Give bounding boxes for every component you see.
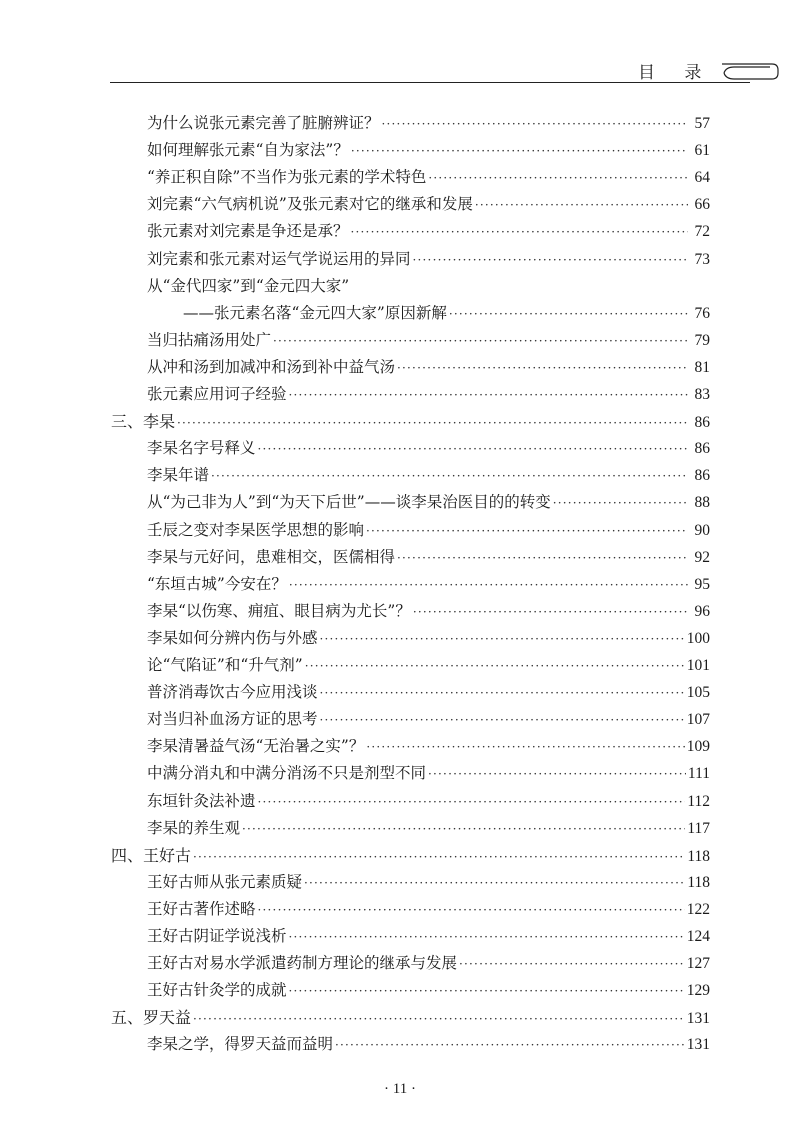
toc-entry-title: 王好古对易水学派遣药制方理论的继承与发展 (147, 954, 458, 973)
toc-leader-dots (397, 355, 688, 382)
toc-page-number: 118 (687, 847, 710, 865)
toc-entry-title: 三、李杲 (111, 412, 176, 432)
toc-entry-title: 张元素对刘完素是争还是承？ (147, 222, 349, 241)
toc-entry-title: 李杲名字号释义 (147, 439, 256, 458)
toc-entry-row[interactable] (147, 733, 710, 760)
toc-leader-dots (305, 653, 685, 680)
toc-page-number: 86 (694, 467, 710, 485)
toc-entry-row[interactable] (147, 706, 710, 733)
toc-entry-row[interactable] (147, 489, 710, 516)
toc-entry-row[interactable] (147, 517, 710, 544)
toc-entry-title: 王好古阴证学说浅析 (147, 927, 287, 945)
toc-page-number: 81 (694, 358, 710, 376)
toc-leader-dots (366, 734, 684, 761)
toc-leader-dots (304, 870, 685, 897)
toc-page-number: 117 (687, 819, 710, 837)
toc-entry-title: 对当归补血汤方证的思考 (147, 710, 318, 729)
toc-page-number: 111 (687, 765, 710, 783)
page-number: · 11 · (384, 1081, 416, 1097)
toc-page-number: 107 (686, 711, 710, 729)
toc-entry-title: “东垣古城”今安在？ (147, 574, 287, 593)
toc-leader-dots (475, 192, 688, 219)
toc-entry-row[interactable] (147, 950, 710, 977)
toc-leader-dots (242, 816, 685, 843)
toc-page-number: 105 (686, 684, 710, 702)
toc-entry-row[interactable] (147, 137, 710, 164)
toc-page-number: 66 (694, 196, 710, 214)
toc-entry-title: 从“金代四家”到“金元四大家” (147, 276, 350, 295)
toc-entry-row[interactable] (147, 435, 710, 462)
header-rule (110, 82, 750, 83)
toc-page-number: 96 (694, 602, 710, 620)
toc-leader-dots (366, 518, 688, 545)
toc-entry-title: 四、王好古 (111, 845, 192, 865)
toc-leader-dots (289, 572, 688, 599)
toc-leader-dots (335, 1032, 685, 1059)
toc-entry-row[interactable] (147, 191, 710, 218)
toc-entry-row[interactable] (147, 544, 710, 571)
toc-entry-title: 普济消毒饮古今应用浅谈 (147, 683, 318, 702)
toc-entry-row[interactable] (147, 923, 710, 950)
toc-leader-dots (351, 138, 688, 165)
toc-leader-dots (258, 897, 685, 924)
toc-page-number: 86 (694, 440, 710, 458)
toc-entry-row[interactable] (147, 896, 710, 923)
toc-entry-row[interactable] (183, 300, 710, 327)
toc-entry-title: 如何理解张元素“自为家法”？ (147, 141, 349, 160)
toc-leader-dots (351, 219, 688, 246)
toc-page-number: 109 (686, 738, 710, 756)
toc-leader-dots (553, 490, 688, 517)
toc-page-number: 57 (694, 115, 710, 132)
toc-leader-dots (459, 951, 685, 978)
toc-entry-title: 李杲清暑益气汤“无治暑之实”？ (147, 737, 365, 756)
toc-entry-row[interactable] (147, 571, 710, 598)
toc-chapter-row[interactable] (111, 842, 710, 869)
toc-entry-title: 李杲之学，得罗天益而益明 (147, 1035, 334, 1054)
toc-leader-dots (428, 165, 688, 192)
toc-entry-row[interactable] (147, 164, 710, 191)
toc-entry-title: 刘完素“六气病机说”及张元素对它的继承和发展 (147, 195, 473, 214)
toc-page-number: 131 (686, 1010, 710, 1028)
toc-page-number: 124 (686, 928, 710, 945)
toc-entry-title: 李杲如何分辨内伤与外感 (147, 628, 318, 647)
toc-page-number: 92 (694, 548, 710, 566)
toc-entry-title: 王好古著作述略 (147, 899, 256, 918)
toc-page-number: 86 (694, 414, 710, 432)
toc-page-number: 129 (686, 982, 710, 1000)
toc-leader-dots (413, 599, 688, 626)
toc-leader-dots (258, 436, 688, 463)
toc-leader-dots (289, 382, 688, 409)
toc-leader-dots (193, 1006, 685, 1033)
toc-page-number: 76 (694, 304, 710, 322)
toc-leader-dots (320, 680, 685, 707)
toc-leader-dots (258, 789, 686, 816)
toc-entry-row[interactable] (147, 625, 710, 652)
toc-page-number: 73 (694, 250, 710, 268)
toc-entry-row[interactable] (147, 869, 710, 896)
toc-entry-title: 王好古针灸学的成就 (147, 981, 287, 1000)
toc-entry-row[interactable] (147, 110, 710, 137)
toc-entry-row[interactable] (147, 354, 710, 381)
toc-page-number: 90 (694, 521, 710, 539)
toc-entry-title: 中满分消丸和中满分消汤不只是剂型不同 (147, 764, 427, 783)
toc-entry-row[interactable] (147, 462, 710, 489)
toc-entry-row[interactable] (147, 598, 710, 625)
toc-chapter-row[interactable] (111, 1004, 710, 1031)
toc-leader-dots (289, 924, 685, 951)
header-tab-ornament-icon (720, 61, 780, 81)
toc-leader-dots (397, 545, 688, 572)
toc-leader-dots (273, 328, 688, 355)
toc-page-number: 95 (694, 575, 710, 593)
toc-leader-dots (382, 111, 688, 138)
toc-entry-row[interactable] (147, 273, 710, 300)
toc-page-number: 79 (694, 331, 710, 349)
toc-entry-title: 从冲和汤到加减冲和汤到补中益气汤 (147, 357, 396, 376)
toc-entry-row[interactable] (147, 977, 710, 1004)
page-header (0, 0, 800, 90)
toc-entry-row[interactable] (147, 218, 710, 245)
toc-entry-row[interactable] (147, 788, 710, 815)
toc-entry-title: 壬辰之变对李杲医学思想的影响 (147, 520, 365, 539)
toc-entry-title: 李杲年谱 (147, 466, 210, 485)
toc-entry-title: 论“气陷证”和“升气剂” (147, 656, 303, 674)
toc-entry-title: 张元素应用诃子经验 (147, 385, 287, 403)
toc-leader-dots (193, 844, 685, 871)
toc-chapter-row[interactable] (111, 408, 710, 435)
toc-leader-dots (428, 761, 686, 788)
toc-entry-title: 当归拈痛汤用处广 (147, 330, 272, 349)
toc-leader-dots (320, 707, 685, 734)
toc-leader-dots (449, 301, 688, 328)
toc-page-number: 88 (694, 494, 710, 512)
toc-page-number: 61 (694, 142, 710, 160)
toc-page-number: 112 (687, 792, 710, 810)
toc-leader-dots (320, 626, 685, 653)
toc-page-number: 72 (694, 223, 710, 241)
toc-leader-dots (413, 247, 688, 274)
toc-page-number: 127 (686, 955, 710, 973)
toc-entry-row[interactable] (147, 679, 710, 706)
toc-entry-title: 五、罗天益 (111, 1008, 192, 1028)
toc-entry-row[interactable] (147, 246, 710, 273)
toc-entry-title: 李杲的养生观 (147, 818, 241, 837)
toc-page-number: 122 (686, 900, 710, 918)
toc-leader-dots (289, 978, 685, 1005)
toc-entry-title: 李杲“以伤寒、痈疽、眼目病为尤长”？ (147, 601, 411, 620)
toc-entry-row[interactable] (147, 652, 710, 679)
toc-page-number: 100 (686, 629, 710, 647)
toc-entry-title: ——张元素名落“金元四大家”原因新解 (183, 303, 447, 322)
toc-entry-row[interactable] (147, 381, 710, 408)
toc-entry-title: 李杲与元好问，患难相交，医儒相得 (147, 547, 396, 566)
toc-page-number: 101 (686, 657, 710, 674)
toc-entry-row[interactable] (147, 327, 710, 354)
toc-page-number: 131 (686, 1036, 710, 1054)
toc-leader-dots (177, 410, 688, 437)
toc-entry-title: 刘完素和张元素对运气学说运用的异同 (147, 249, 411, 268)
toc-entry-row[interactable] (147, 760, 710, 787)
toc-entry-row[interactable] (147, 1031, 710, 1058)
toc-entry-row[interactable] (147, 815, 710, 842)
toc-page-number: 118 (687, 873, 710, 891)
toc-page-number: 64 (694, 169, 710, 187)
toc-entry-title: 为什么说张元素完善了脏腑辨证？ (147, 114, 380, 132)
toc-entry-title: 东垣针灸法补遗 (147, 791, 256, 810)
header-title: 目 录 (638, 63, 714, 83)
toc-entry-title: 从“为己非为人”到“为天下后世”——谈李杲治医目的的转变 (147, 493, 551, 512)
toc-page-number: 83 (694, 386, 710, 403)
toc-entry-title: “养正积自除”不当作为张元素的学术特色 (147, 168, 427, 187)
toc-entry-title: 王好古师从张元素质疑 (147, 872, 303, 891)
toc-leader-dots (211, 463, 688, 490)
